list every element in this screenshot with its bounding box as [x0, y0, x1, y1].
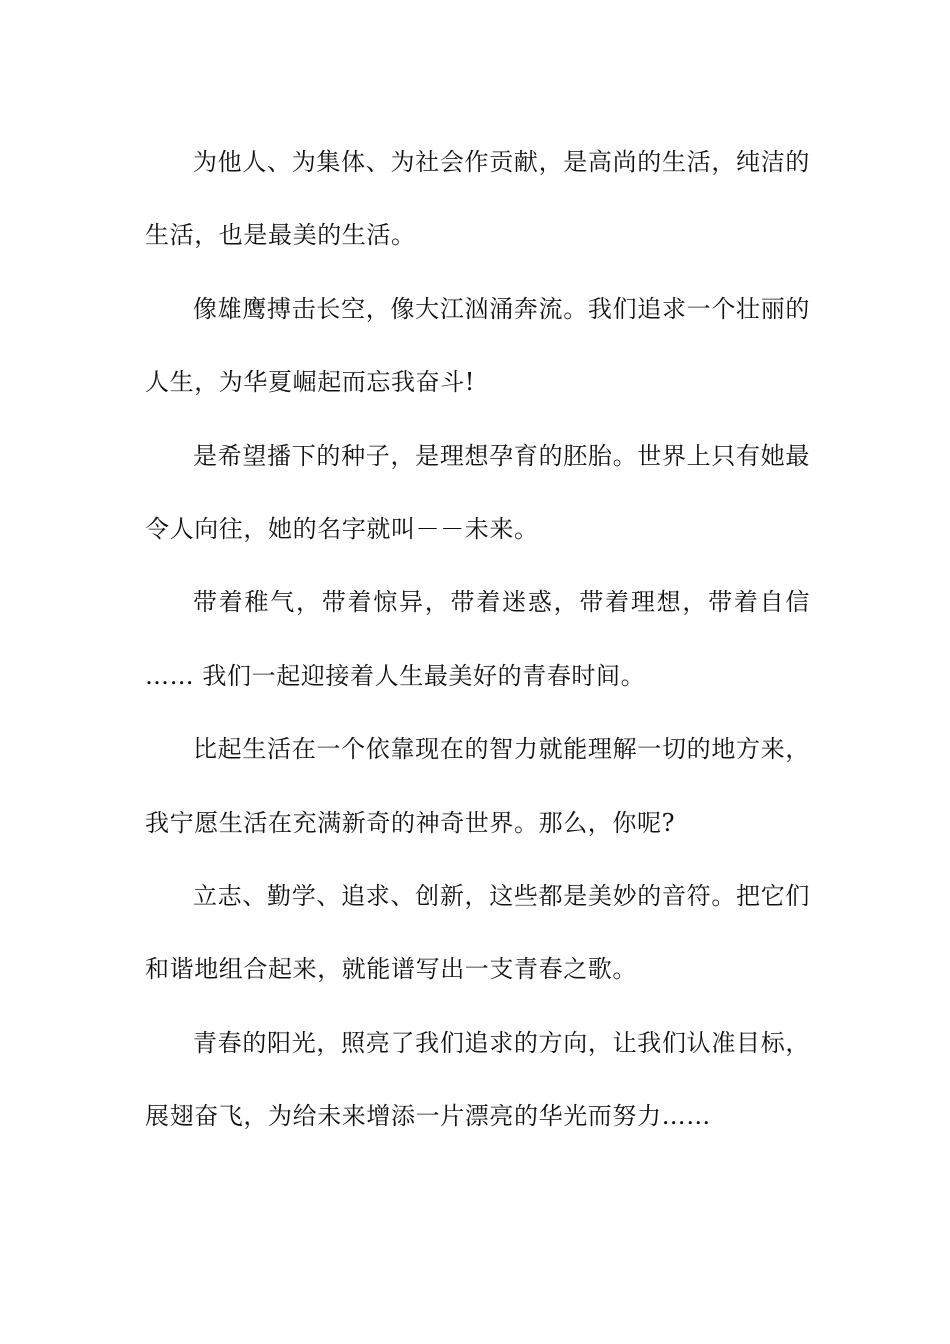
paragraph-1: 为他人、为集体、为社会作贡献，是高尚的生活，纯洁的生活，也是最美的生活。: [145, 148, 810, 250]
document-body: [145, 126, 810, 1154]
paragraph-6: 立志、勤学、追求、创新，这些都是美妙的音符。把它们和谐地组合起来，就能谱写出一支青春之歌。: [145, 882, 810, 984]
paragraph-2: 像雄鹰搏击长空，像大江汹涌奔流。我们追求一个壮丽的人生，为华夏崛起而忘我奋斗!: [145, 294, 810, 397]
paragraph-3: 是希望播下的种子，是理想孕育的胚胎。世界上只有她最令人向往，她的名字就叫－－未来。: [145, 441, 810, 544]
paragraph-7: 青春的阳光，照亮了我们追求的方向，让我们认准目标，展翅奋飞，为给未来增添一片漂亮的华光而努力……: [145, 1028, 810, 1131]
paragraph-4: 带着稚气，带着惊异，带着迷惑，带着理想，带着自信 …… 我们一起迎接着人生最美好的青春时间。: [145, 588, 810, 690]
paragraph-5: 比起生活在一个依靠现在的智力就能理解一切的地方来，我宁愿生活在充满新奇的神奇世界。那么，你呢?: [145, 735, 810, 837]
